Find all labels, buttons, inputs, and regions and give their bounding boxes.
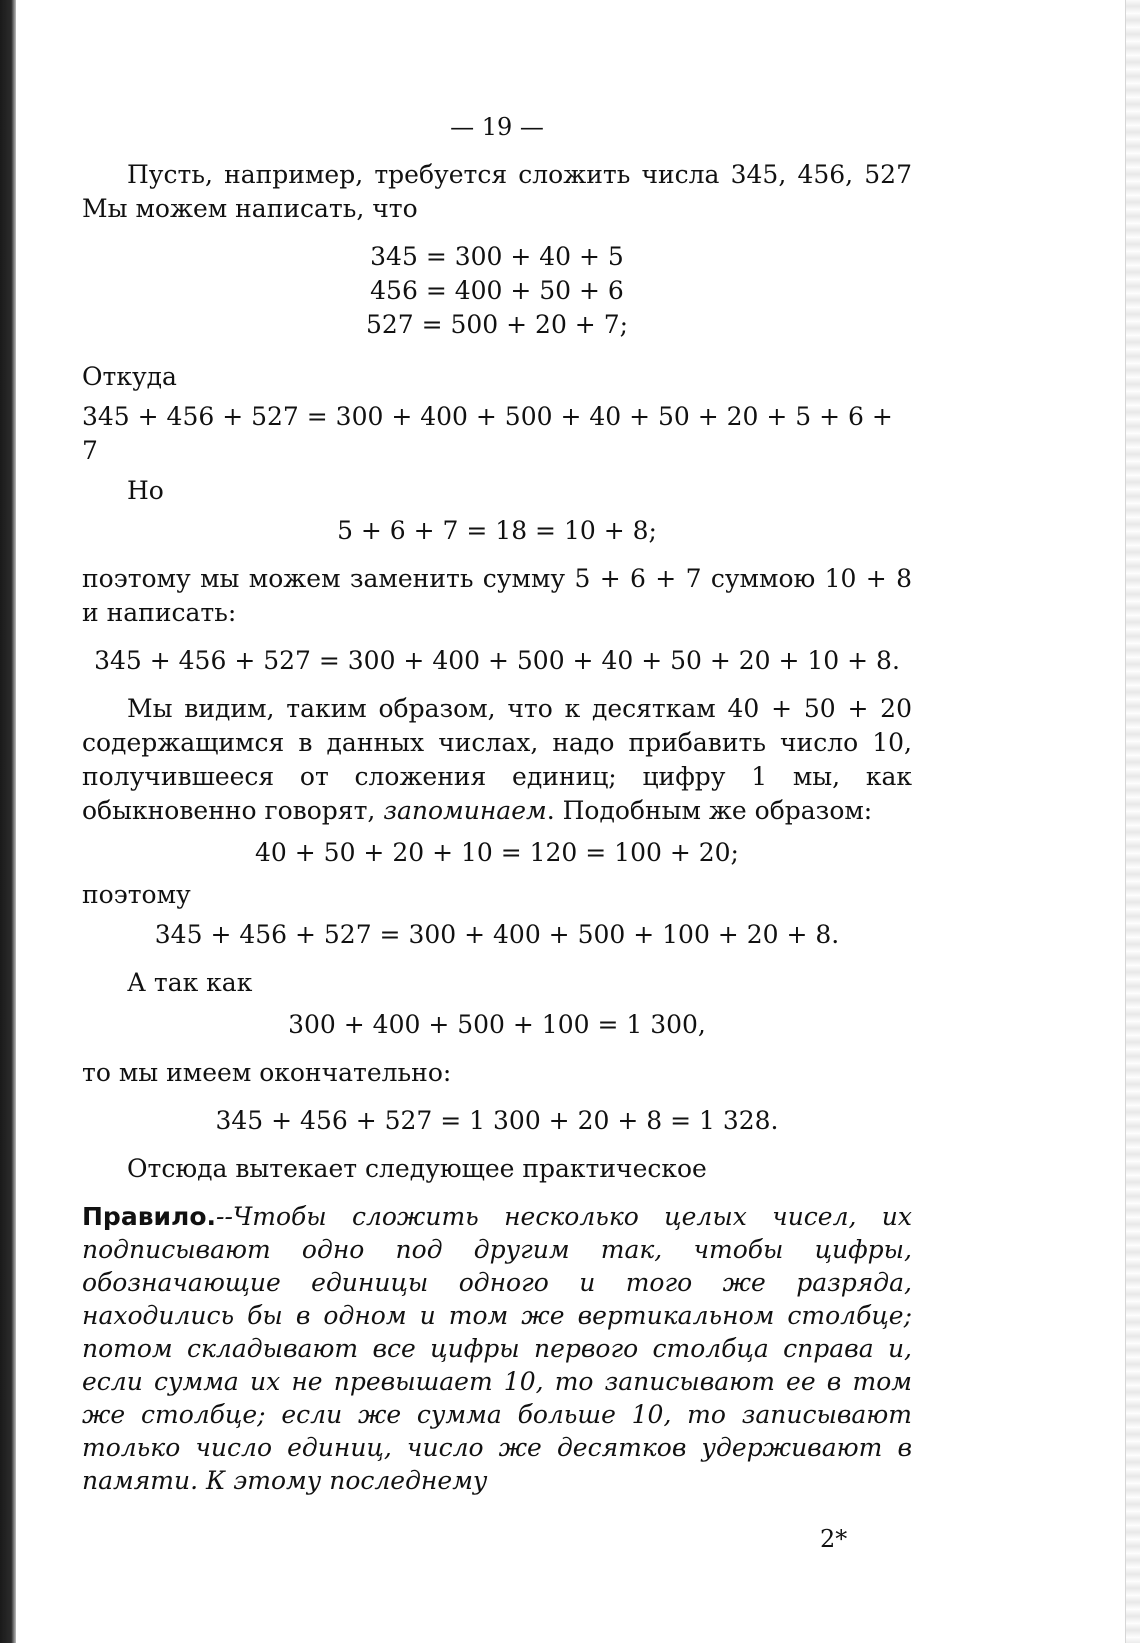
equation-full-sum: 345 + 456 + 527 = 300 + 400 + 500 + 40 + 50 + 20 + 5 + 6 + 7 <box>82 402 893 465</box>
scan-left-edge <box>0 0 16 1643</box>
equation-345: 345 = 300 + 40 + 5 <box>370 242 624 271</box>
equation-hundreds-sum: 345 + 456 + 527 = 300 + 400 + 500 + 100 + 20 + 8. <box>154 920 840 949</box>
text-finally: то мы имеем окончательно: <box>82 1058 452 1087</box>
equation-tens-sum: 40 + 50 + 20 + 10 = 120 = 100 + 20; <box>255 838 739 867</box>
text-follows: Отсюда вытекает следующее практическое <box>127 1154 707 1183</box>
page-content <box>82 110 912 1497</box>
equation-thousand: 300 + 400 + 500 + 100 = 1 300, <box>288 1010 706 1039</box>
rule-text: --Чтобы сложить несколько целых чисел, их подписывают одно под другим так, чтобы цифры, обозначающие единицы одного и того же разряда, находились бы в одном и том же вертикальном столбце; потом складывают все цифры первого столбца справа и, если сумма их не превышает 10, то записывают ее в том же столбце; если же сумма больше 10, то записывают только число единиц, число же десятков удерживают в памяти. К этому последнему <box>82 1202 912 1495</box>
rule-title: Правило. <box>82 1202 217 1231</box>
signature-mark: 2* <box>820 1525 848 1553</box>
paragraph-replace: поэтому мы можем заменить сумму 5 + 6 + 7 суммою 10 + 8 и написать: <box>82 564 912 627</box>
scan-right-edge <box>1125 0 1140 1643</box>
paragraph-tens-end: . Подобным же образом: <box>546 796 873 825</box>
paragraph-intro: Пусть, например, требуется сложить числа 345, 456, 527 Мы можем написать, что <box>82 160 912 223</box>
paragraph-tens <box>82 692 912 828</box>
equation-527: 527 = 500 + 20 + 7; <box>365 310 629 339</box>
text-whence: Откуда <box>82 362 177 391</box>
text-but: Но <box>127 476 164 505</box>
equation-replaced-sum: 345 + 456 + 527 = 300 + 400 + 500 + 40 + 50 + 20 + 10 + 8. <box>94 646 900 675</box>
rule-paragraph <box>82 1200 912 1497</box>
equation-456: 456 = 400 + 50 + 6 <box>370 276 624 305</box>
equation-final: 345 + 456 + 527 = 1 300 + 20 + 8 = 1 328. <box>215 1106 779 1135</box>
text-since: А так как <box>127 968 253 997</box>
text-therefore: поэтому <box>82 880 191 909</box>
equation-block-decomposition <box>82 240 912 342</box>
paragraph-tens-text: Мы видим, таким образом, что к десяткам 40 + 50 + 20 содержащимся в данных числах, надо прибавить число 10, получившееся от сложения единиц; цифру 1 мы, как обыкновенно говорят, <box>82 694 912 825</box>
page-number: — 19 — <box>450 113 544 141</box>
emphasis-remember: запоминаем <box>383 796 547 825</box>
equation-units-sum: 5 + 6 + 7 = 18 = 10 + 8; <box>337 516 657 545</box>
